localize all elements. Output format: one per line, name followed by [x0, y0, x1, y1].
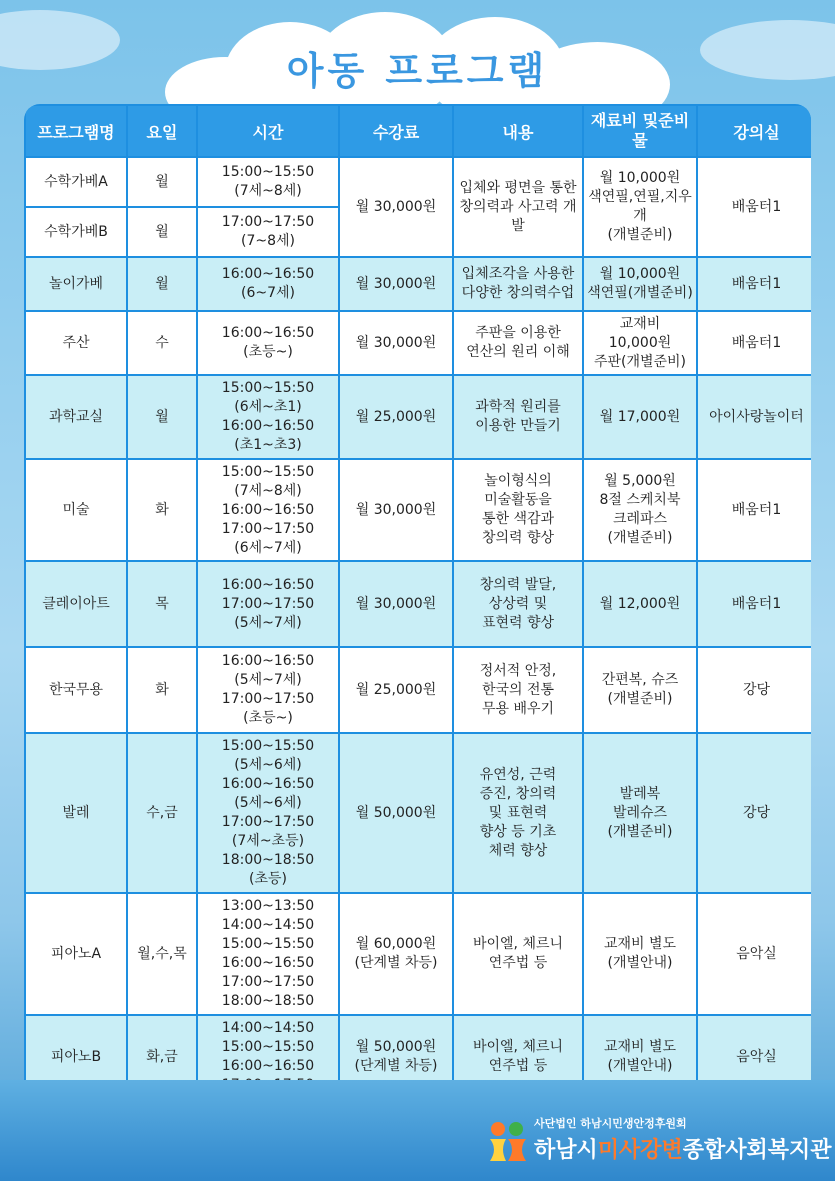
- room-cell: 아이사랑놀이터: [698, 376, 811, 458]
- org-name: 하남시미사강변종합사회복지관: [534, 1138, 832, 1163]
- program-table: [24, 104, 811, 1100]
- table-row: [26, 734, 811, 892]
- room-cell: 배움터1: [698, 460, 811, 560]
- room-cell: 음악실: [698, 894, 811, 1014]
- program-name-cell: 피아노B: [26, 1016, 126, 1098]
- fee-cell: 월 30,000원: [340, 562, 452, 646]
- material-cell: 월 5,000원 8절 스케치북 크레파스 (개별준비): [584, 460, 696, 560]
- fee-cell: 월 60,000원 (단계별 차등): [340, 894, 452, 1014]
- time-cell: 16:00~16:50 (5세~7세) 17:00~17:50 (초등~): [198, 648, 338, 732]
- content-cell: 바이엘, 체르니 연주법 등: [454, 1016, 582, 1098]
- column-header: 수강료: [340, 106, 452, 156]
- column-header: 재료비 및준비물: [584, 106, 696, 156]
- content-cell: 놀이형식의 미술활동을 통한 색감과 창의력 향상: [454, 460, 582, 560]
- program-name-cell: 수학가베B: [26, 208, 126, 256]
- table-row: [26, 460, 811, 560]
- content-cell: 창의력 발달, 상상력 및 표현력 향상: [454, 562, 582, 646]
- table-row: [26, 312, 811, 374]
- column-header: 내용: [454, 106, 582, 156]
- table-header-row: [26, 106, 811, 156]
- time-cell: 16:00~16:50 (초등~): [198, 312, 338, 374]
- time-cell: 15:00~15:50 (5세~6세) 16:00~16:50 (5세~6세) 17:00~17:50 (7세~초등) 18:00~18:50 (초등): [198, 734, 338, 892]
- material-cell: 교재비 별도 (개별안내): [584, 1016, 696, 1098]
- fee-cell: 월 50,000원: [340, 734, 452, 892]
- material-cell: 월 10,000원 색연필,연필,지우개 (개별준비): [584, 158, 696, 256]
- content-cell: 과학적 원리를 이용한 만들기: [454, 376, 582, 458]
- material-cell: 월 17,000원: [584, 376, 696, 458]
- material-cell: 교재비 10,000원 주판(개별준비): [584, 312, 696, 374]
- material-cell: 교재비 별도 (개별안내): [584, 894, 696, 1014]
- day-cell: 월: [128, 376, 196, 458]
- time-cell: 16:00~16:50 (6~7세): [198, 258, 338, 310]
- org-subtitle: 사단법인 하남시민생안정후원회: [534, 1117, 687, 1130]
- content-cell: 입체와 평면을 통한 창의력과 사고력 개발: [454, 158, 582, 256]
- program-table-panel: [24, 104, 811, 1124]
- program-name-cell: 피아노A: [26, 894, 126, 1014]
- program-name-cell: 한국무용: [26, 648, 126, 732]
- day-cell: 화: [128, 460, 196, 560]
- room-cell: 배움터1: [698, 258, 811, 310]
- content-cell: 주판을 이용한 연산의 원리 이해: [454, 312, 582, 374]
- day-cell: 월: [128, 208, 196, 256]
- day-cell: 수,금: [128, 734, 196, 892]
- day-cell: 목: [128, 562, 196, 646]
- time-cell: 14:00~14:50 15:00~15:50 16:00~16:50: [198, 1016, 338, 1098]
- room-cell: 배움터1: [698, 312, 811, 374]
- content-cell: 입체조각을 사용한 다양한 창의력수업: [454, 258, 582, 310]
- room-cell: 배움터1: [698, 158, 811, 256]
- table-row: [26, 648, 811, 732]
- column-header: 프로그램명: [26, 106, 126, 156]
- material-cell: 발레복 발레슈즈 (개별준비): [584, 734, 696, 892]
- program-name-cell: 주산: [26, 312, 126, 374]
- room-cell: 배움터1: [698, 562, 811, 646]
- day-cell: 월: [128, 158, 196, 206]
- program-name-cell: 수학가베A: [26, 158, 126, 206]
- material-cell: 월 12,000원: [584, 562, 696, 646]
- program-name-cell: 과학교실: [26, 376, 126, 458]
- program-name-cell: 미술: [26, 460, 126, 560]
- fee-cell: 월 30,000원: [340, 312, 452, 374]
- fee-cell: 월 50,000원 (단계별 차등): [340, 1016, 452, 1098]
- table-row: [26, 258, 811, 310]
- table-row: [26, 158, 811, 206]
- room-cell: 강당: [698, 648, 811, 732]
- content-cell: 유연성, 근력 증진, 창의력 및 표현력 향상 등 기초 체력 향상: [454, 734, 582, 892]
- program-name-cell: 놀이가베: [26, 258, 126, 310]
- material-cell: 월 10,000원 색연필(개별준비): [584, 258, 696, 310]
- day-cell: 화,금: [128, 1016, 196, 1098]
- column-header: 강의실: [698, 106, 811, 156]
- day-cell: 월: [128, 258, 196, 310]
- page-title: 아동 프로그램: [286, 49, 549, 93]
- program-name-cell: 클레이아트: [26, 562, 126, 646]
- time-cell: 15:00~15:50 (7세~8세) 16:00~16:50 17:00~17:50 (6세~7세): [198, 460, 338, 560]
- fee-cell: 월 30,000원: [340, 258, 452, 310]
- fee-cell: 월 30,000원: [340, 460, 452, 560]
- column-header: 시간: [198, 106, 338, 156]
- table-row: [26, 894, 811, 1014]
- room-cell: 강당: [698, 734, 811, 892]
- material-cell: 간편복, 슈즈 (개별준비): [584, 648, 696, 732]
- column-header: 요일: [128, 106, 196, 156]
- program-name-cell: 발레: [26, 734, 126, 892]
- day-cell: 월,수,목: [128, 894, 196, 1014]
- content-cell: 정서적 안정, 한국의 전통 무용 배우기: [454, 648, 582, 732]
- day-cell: 화: [128, 648, 196, 732]
- room-cell: 음악실: [698, 1016, 811, 1098]
- content-cell: 바이엘, 체르니 연주법 등: [454, 894, 582, 1014]
- time-cell: 15:00~15:50 (7세~8세): [198, 158, 338, 206]
- time-cell: 16:00~16:50 17:00~17:50 (5세~7세): [198, 562, 338, 646]
- fee-cell: 월 25,000원: [340, 376, 452, 458]
- fee-cell: 월 25,000원: [340, 648, 452, 732]
- table-row: [26, 562, 811, 646]
- table-row: [26, 376, 811, 458]
- fee-cell: 월 30,000원: [340, 158, 452, 256]
- logo-icon: [488, 1119, 528, 1169]
- day-cell: 수: [128, 312, 196, 374]
- time-cell: 15:00~15:50 (6세~초1) 16:00~16:50 (초1~초3): [198, 376, 338, 458]
- organization-logo: [488, 1113, 832, 1173]
- time-cell: 17:00~17:50 (7~8세): [198, 208, 338, 256]
- time-cell: 13:00~13:50 14:00~14:50 15:00~15:50 16:00~16:50 17:00~17:50 18:00~18:50: [198, 894, 338, 1014]
